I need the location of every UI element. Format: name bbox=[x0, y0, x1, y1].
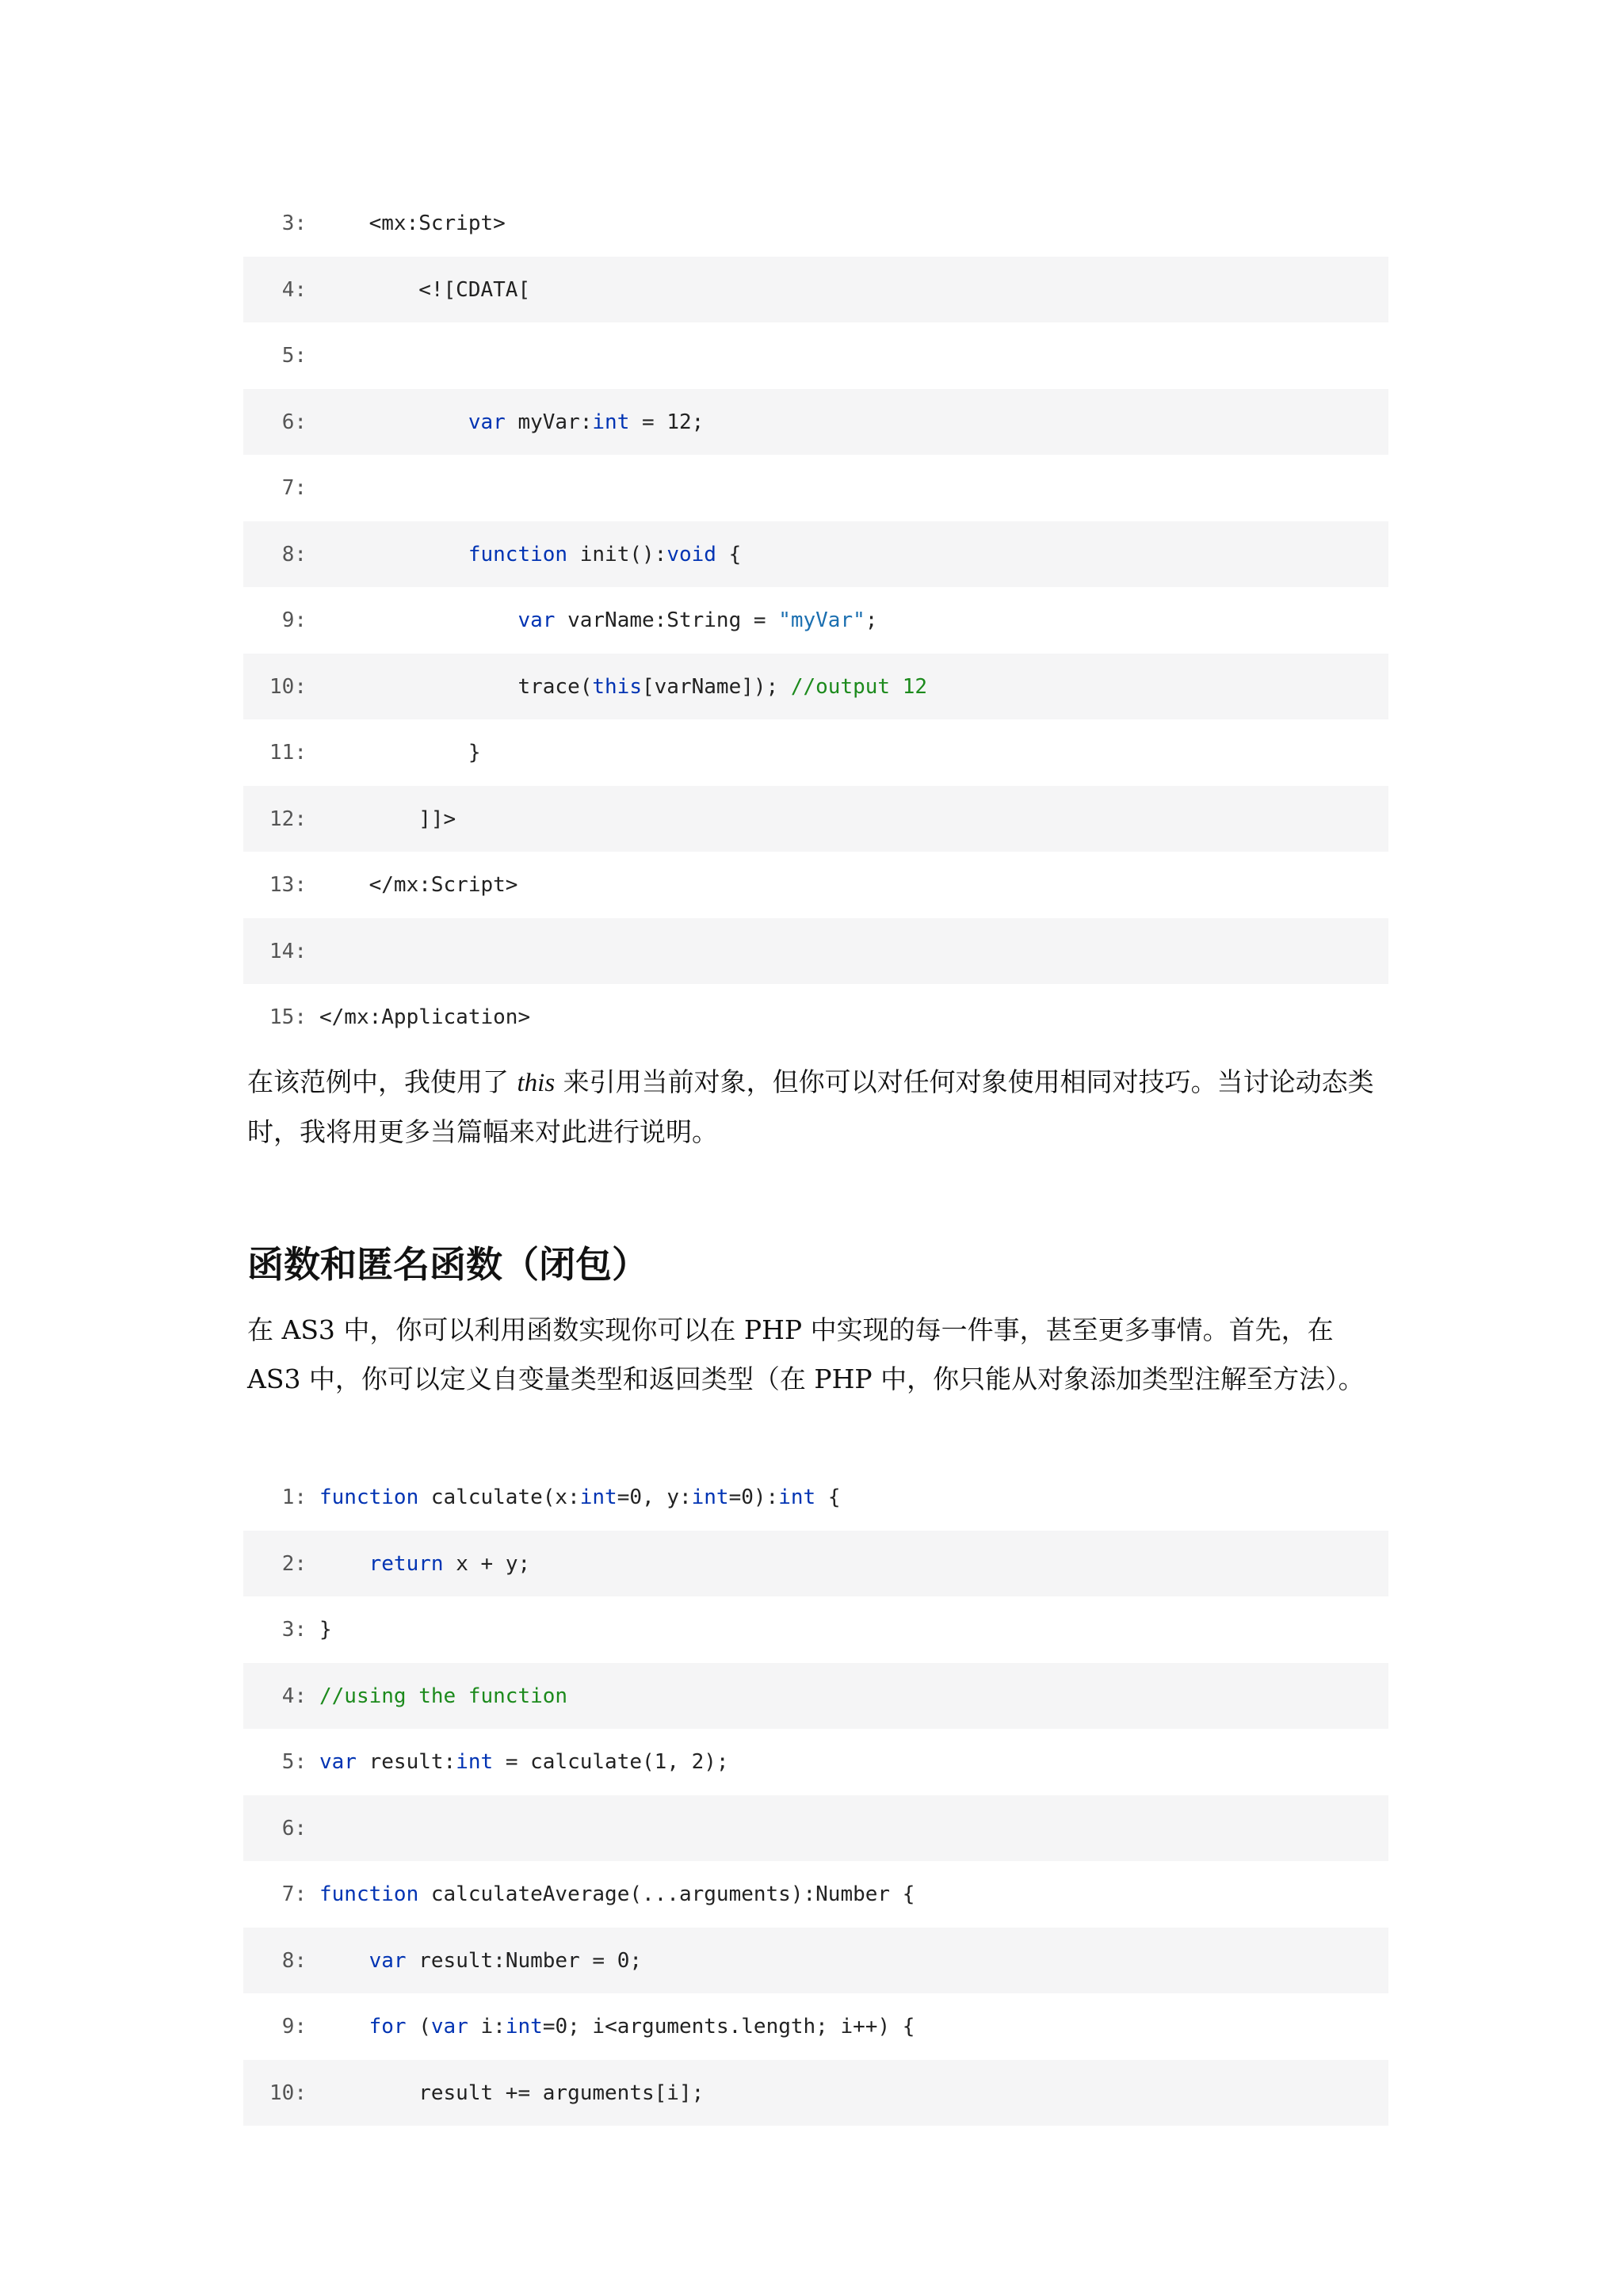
code-token: { bbox=[815, 1486, 841, 1509]
code-line bbox=[243, 190, 1388, 257]
code-token: init(): bbox=[567, 542, 667, 566]
code-line bbox=[243, 322, 1388, 389]
code-line bbox=[243, 1928, 1388, 1994]
code-token: [varName]); bbox=[642, 674, 791, 699]
code-token bbox=[319, 543, 468, 566]
code-line bbox=[243, 587, 1388, 654]
paragraph-1-this-keyword: this bbox=[517, 1069, 556, 1097]
code-token: int bbox=[505, 2015, 543, 2039]
line-number: 13: bbox=[269, 873, 307, 897]
code-line bbox=[243, 1795, 1388, 1862]
code-text bbox=[319, 1005, 530, 1029]
line-number: 11: bbox=[269, 741, 307, 765]
code-line bbox=[243, 1993, 1388, 2060]
code-line bbox=[243, 654, 1388, 720]
code-token: int bbox=[456, 1750, 494, 1774]
code-token: =0; i<arguments.length; i++) { bbox=[542, 2015, 915, 2039]
code-token: <![CDATA[ bbox=[319, 277, 531, 302]
line-number: 8: bbox=[281, 1948, 307, 1973]
line-number: 5: bbox=[281, 1750, 307, 1774]
line-number: 9: bbox=[281, 2015, 307, 2039]
code-text bbox=[319, 1949, 642, 1973]
code-token: } bbox=[319, 1618, 332, 1642]
paragraph-2: 在 AS3 中，你可以利用函数实现你可以在 PHP 中实现的每一件事，甚至更多事情。首先，在 AS3 中，你可以定义自变量类型和返回类型（在 PHP 中，你只能从对象添加类型注解至方法）。 bbox=[247, 1314, 1365, 1394]
code-line bbox=[243, 1729, 1388, 1795]
code-token: ; bbox=[865, 608, 878, 632]
code-text bbox=[319, 873, 517, 897]
line-number: 7: bbox=[281, 1882, 307, 1906]
code-token: trace( bbox=[319, 674, 593, 699]
line-number: 1: bbox=[281, 1486, 307, 1509]
code-line bbox=[243, 521, 1388, 588]
code-token: calculateAverage(...arguments):Number { bbox=[418, 1882, 915, 1906]
code-text bbox=[319, 1882, 915, 1906]
code-text bbox=[319, 1618, 332, 1642]
code-token: function bbox=[468, 542, 568, 566]
code-token: result:Number = 0; bbox=[406, 1948, 643, 1973]
code-token bbox=[319, 1552, 369, 1576]
line-number: 9: bbox=[281, 608, 307, 632]
paragraph-1-text-start: 在该范例中，我使用了 bbox=[247, 1066, 517, 1097]
line-number: 3: bbox=[281, 212, 307, 235]
code-line bbox=[243, 257, 1388, 323]
code-token: myVar: bbox=[505, 410, 593, 434]
code-token: =0, y: bbox=[617, 1486, 692, 1509]
line-number: 12: bbox=[269, 807, 307, 831]
code-token: //output 12 bbox=[790, 674, 928, 699]
code-text bbox=[319, 1750, 729, 1774]
line-number: 10: bbox=[269, 2081, 307, 2105]
code-token: } bbox=[319, 741, 481, 765]
code-token: ]]> bbox=[319, 807, 456, 831]
code-token bbox=[319, 2015, 369, 2039]
code-token: //using the function bbox=[319, 1684, 568, 1708]
code-text bbox=[319, 1684, 567, 1708]
code-text bbox=[319, 1486, 841, 1509]
code-line bbox=[243, 2060, 1388, 2126]
line-number: 3: bbox=[281, 1618, 307, 1642]
code-token bbox=[319, 1949, 369, 1973]
code-token: x + y; bbox=[443, 1551, 531, 1576]
code-text bbox=[319, 212, 506, 235]
code-token: var bbox=[517, 608, 556, 632]
code-token: var bbox=[369, 1948, 407, 1973]
code-line bbox=[243, 1596, 1388, 1663]
code-token: ( bbox=[406, 2015, 431, 2039]
code-token: this bbox=[592, 674, 642, 699]
code-token: =0): bbox=[728, 1486, 779, 1509]
code-token: "myVar" bbox=[778, 608, 865, 632]
code-text bbox=[319, 2015, 915, 2039]
line-number: 8: bbox=[281, 542, 307, 566]
code-text bbox=[319, 278, 530, 302]
line-number: 6: bbox=[281, 1816, 307, 1840]
code-text bbox=[319, 2081, 704, 2105]
code-text bbox=[319, 608, 877, 632]
line-number: 10: bbox=[269, 674, 307, 699]
code-token bbox=[319, 608, 517, 632]
code-token: return bbox=[369, 1551, 444, 1576]
section-heading: 函数和匿名函数（闭包） bbox=[247, 1243, 648, 1286]
code-line bbox=[243, 1663, 1388, 1730]
code-line bbox=[243, 1464, 1388, 1531]
code-token: result: bbox=[356, 1750, 456, 1774]
code-token: { bbox=[716, 542, 742, 566]
code-token: = 12; bbox=[629, 410, 705, 434]
code-line bbox=[243, 918, 1388, 985]
line-number: 2: bbox=[281, 1551, 307, 1576]
code-text bbox=[319, 807, 456, 831]
code-line bbox=[243, 1861, 1388, 1928]
code-token: int bbox=[579, 1486, 617, 1509]
code-line bbox=[243, 1531, 1388, 1597]
code-line bbox=[243, 984, 1388, 1051]
code-line bbox=[243, 852, 1388, 918]
code-block-1 bbox=[243, 190, 1388, 1051]
code-token bbox=[319, 410, 468, 434]
code-token: function bbox=[319, 1882, 419, 1906]
code-text bbox=[319, 410, 704, 434]
code-token: int bbox=[592, 410, 630, 434]
line-number: 7: bbox=[281, 476, 307, 500]
code-line bbox=[243, 389, 1388, 456]
code-token: calculate(x: bbox=[418, 1486, 580, 1509]
code-token: <mx:Script> bbox=[319, 212, 506, 235]
code-line bbox=[243, 719, 1388, 786]
code-text bbox=[319, 543, 741, 566]
code-token: function bbox=[319, 1486, 419, 1509]
line-number: 14: bbox=[269, 939, 307, 963]
code-token: var bbox=[468, 410, 506, 434]
code-token: i: bbox=[468, 2015, 506, 2039]
code-token: </mx:Script> bbox=[319, 873, 518, 897]
code-token: int bbox=[691, 1486, 729, 1509]
code-token: int bbox=[778, 1486, 816, 1509]
code-token: for bbox=[369, 2015, 407, 2039]
code-block-2 bbox=[243, 1464, 1388, 2126]
code-token: void bbox=[666, 542, 716, 566]
code-text bbox=[319, 741, 481, 765]
line-number: 4: bbox=[281, 277, 307, 302]
code-line bbox=[243, 786, 1388, 852]
code-token: var bbox=[430, 2015, 468, 2039]
line-number: 4: bbox=[281, 1684, 307, 1708]
code-token: result += arguments[i]; bbox=[319, 2081, 705, 2105]
code-text bbox=[319, 1552, 530, 1576]
code-token: = calculate(1, 2); bbox=[493, 1750, 729, 1774]
paragraph-1 bbox=[247, 1058, 1388, 1157]
line-number: 5: bbox=[281, 344, 307, 368]
line-number: 15: bbox=[269, 1005, 307, 1029]
paragraph-1-text-end: 来引用当前对象，但你可以对任何对象使用相同对技巧。当讨论动态类时，我将用更多当篇幅来对此进行说明。 bbox=[247, 1066, 1374, 1147]
code-line bbox=[243, 455, 1388, 521]
line-number: 6: bbox=[281, 410, 307, 434]
code-text bbox=[319, 675, 927, 699]
code-token: var bbox=[319, 1750, 357, 1774]
code-token: varName:String = bbox=[555, 608, 779, 632]
code-token: </mx:Application> bbox=[319, 1005, 531, 1029]
